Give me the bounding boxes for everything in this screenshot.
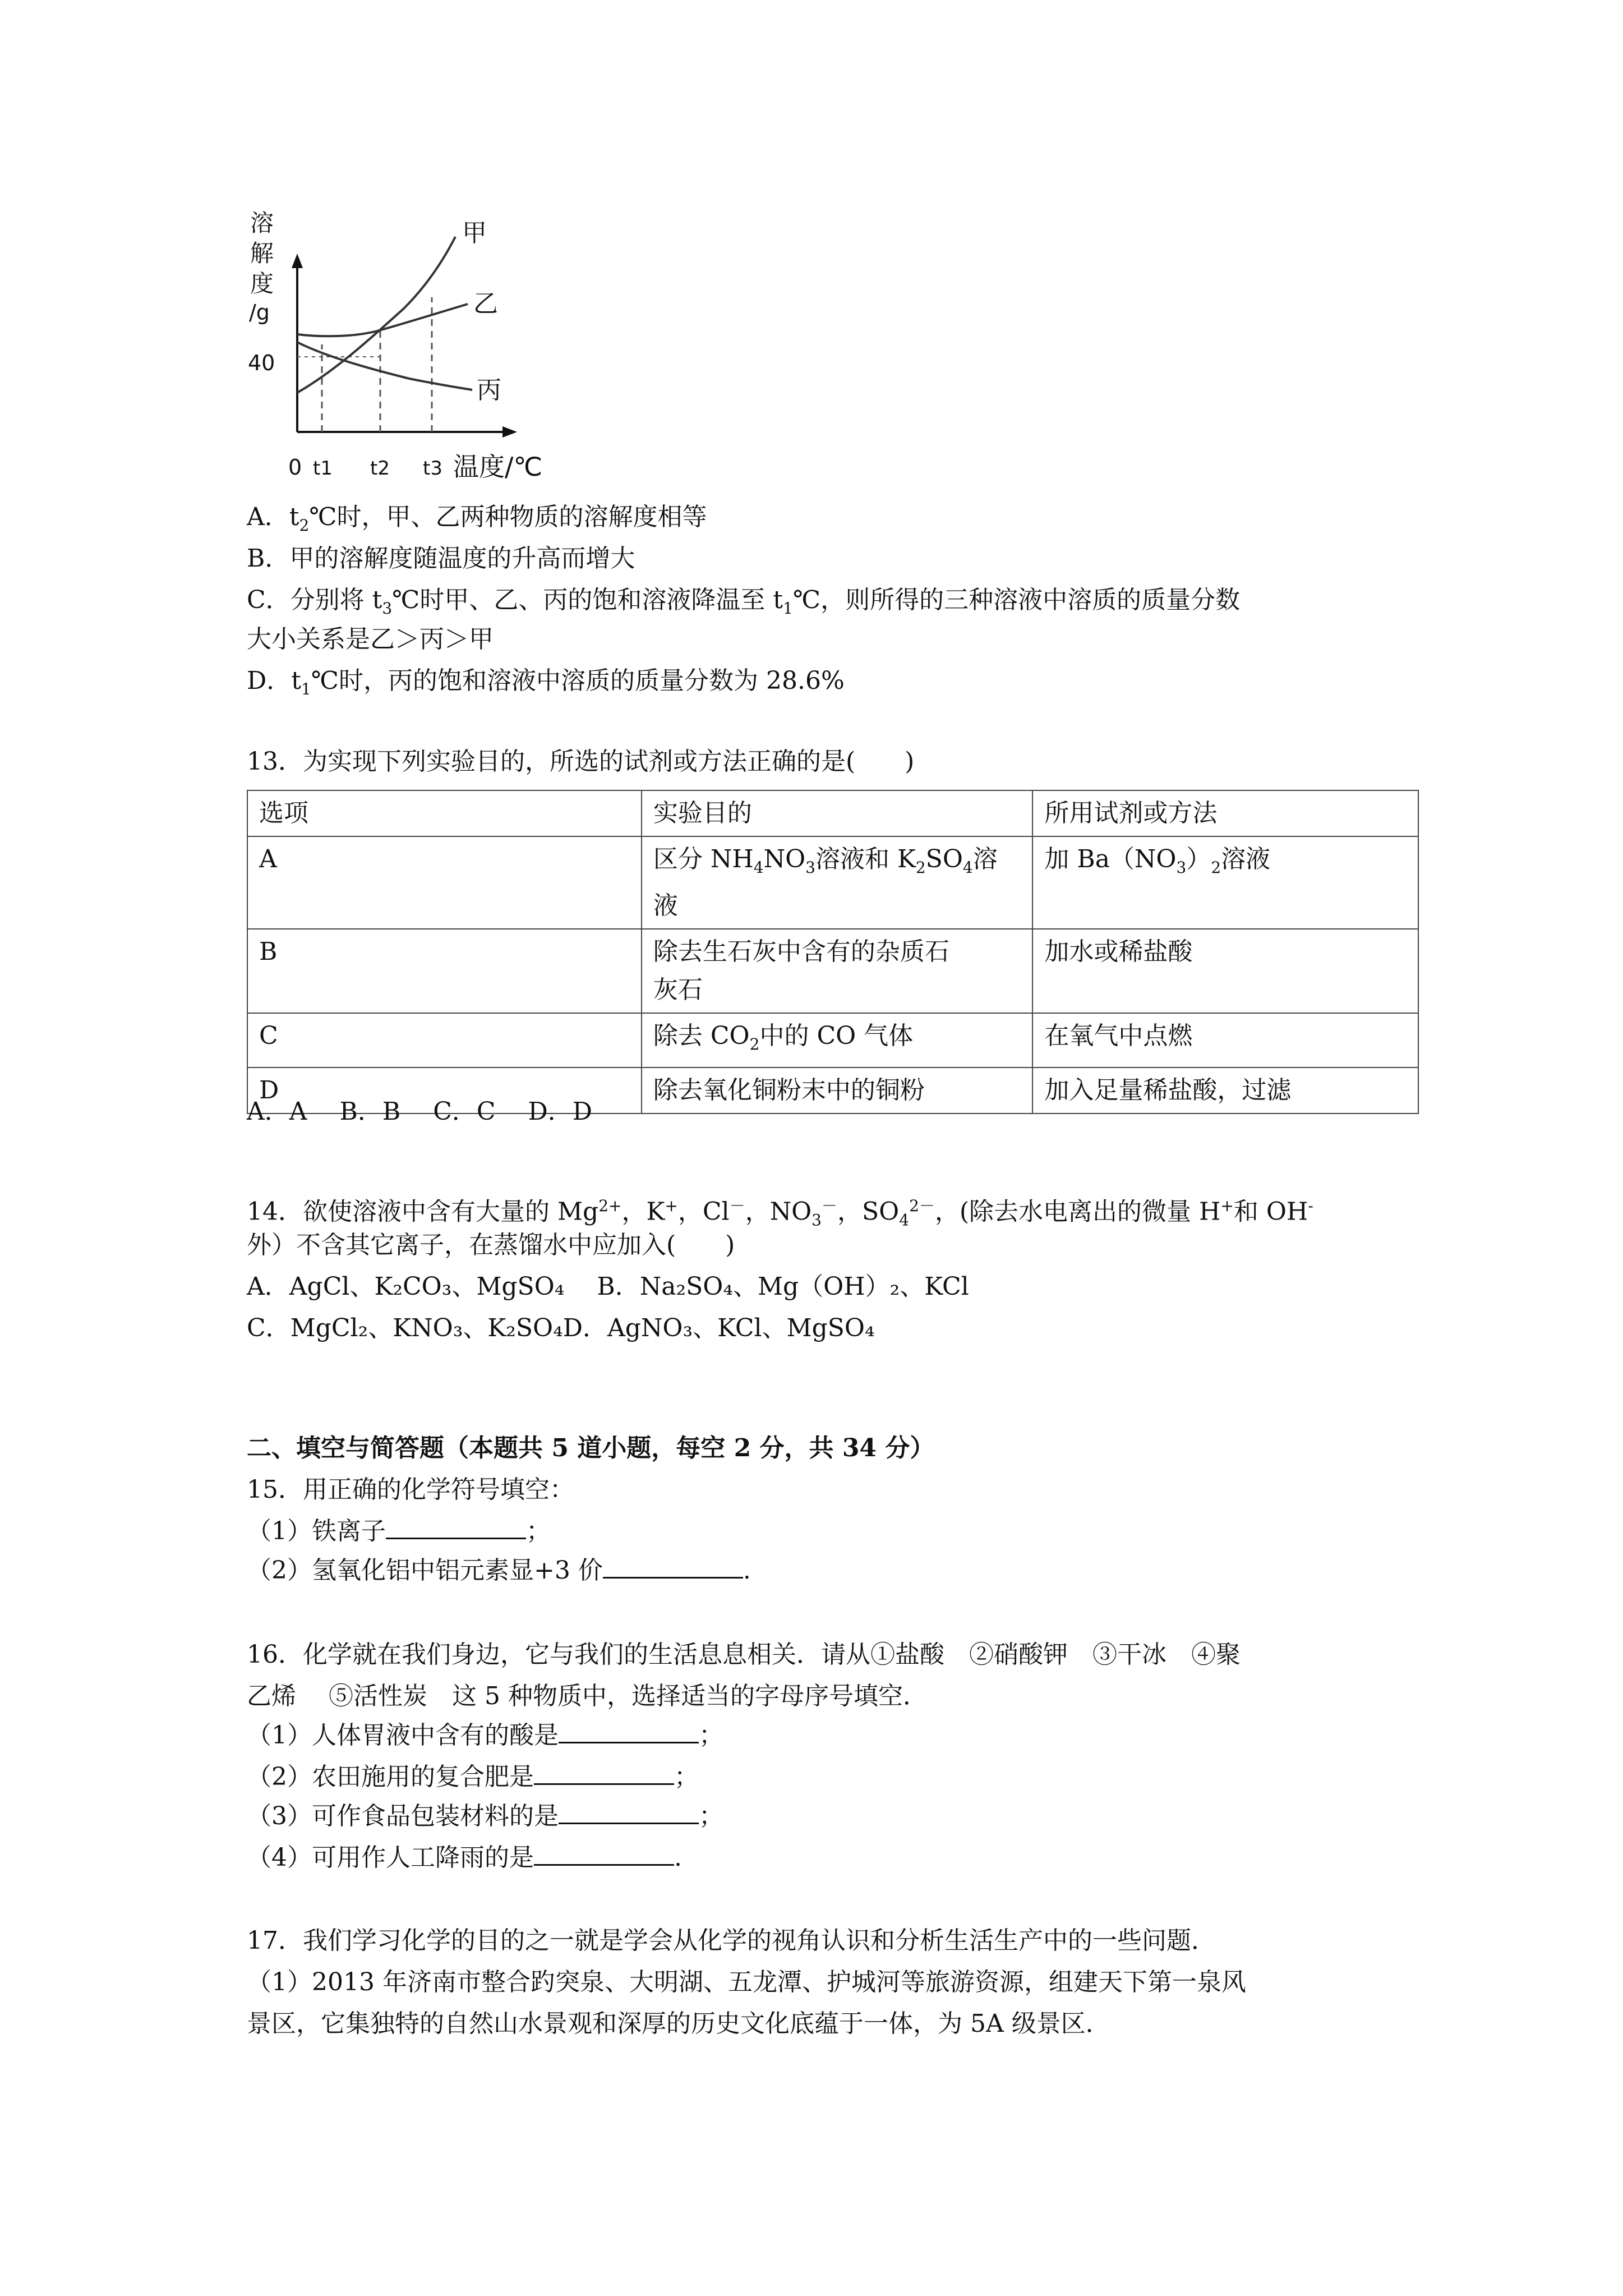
x-tick-t1: t1 bbox=[313, 457, 333, 480]
text: ） bbox=[1186, 845, 1211, 873]
q17-stem: 17．我们学习化学的目的之一就是学会从化学的视角认识和分析生活生产中的一些问题． bbox=[247, 1926, 1216, 1955]
q15-stem: 15．用正确的化学符号填空： bbox=[247, 1475, 574, 1504]
label-yi: 乙 bbox=[473, 289, 498, 318]
curve-yi bbox=[297, 304, 468, 336]
cell-method: 加水或稀盐酸 bbox=[1032, 929, 1418, 1013]
y-axis-label-1: 溶 bbox=[250, 209, 274, 237]
x-tick-t3: t3 bbox=[423, 457, 442, 480]
table-header-row bbox=[247, 790, 1418, 836]
answer-blank[interactable] bbox=[386, 1515, 526, 1539]
header-method: 所用试剂或方法 bbox=[1032, 790, 1418, 836]
q15-item-1 bbox=[247, 1515, 551, 1548]
x-tick-0: 0 bbox=[288, 455, 302, 480]
table-row bbox=[247, 1013, 1418, 1068]
text: （1）人体胃液中含有的酸是 bbox=[247, 1721, 559, 1750]
cell-goal bbox=[642, 836, 1032, 929]
cell-option: A bbox=[247, 836, 642, 929]
q13-choices: A．A B．B C．C D．D bbox=[247, 1097, 593, 1126]
cell-goal: 除去氧化铜粉末中的铜粉 bbox=[642, 1068, 1032, 1114]
header-option: 选项 bbox=[247, 790, 642, 836]
text: . bbox=[743, 1556, 751, 1585]
section-title: 二、填空与简答题（本题共 5 道小题，每空 2 分，共 34 分） bbox=[247, 1434, 935, 1462]
table-row bbox=[247, 929, 1418, 1013]
q16-stem-cont: 乙烯 ⑤活性炭 这 5 种物质中，选择适当的字母序号填空． bbox=[247, 1682, 928, 1710]
solubility-chart bbox=[241, 208, 566, 499]
text: C．分别将 t bbox=[247, 586, 382, 614]
text: . bbox=[674, 1843, 682, 1872]
q14-options-ab: A．AgCl、K₂CO₃、MgSO₄ B．Na₂SO₄、Mg（OH）₂、KCl bbox=[247, 1272, 969, 1301]
q16-item-2 bbox=[247, 1760, 699, 1794]
answer-blank[interactable] bbox=[603, 1554, 743, 1579]
text: 和 OH bbox=[1233, 1197, 1308, 1226]
sub: 1 bbox=[301, 679, 311, 698]
text: 灰石 bbox=[653, 975, 703, 1004]
q12-option-d bbox=[247, 664, 845, 706]
text: 溶 bbox=[972, 845, 998, 873]
cell-method: 加入足量稀盐酸，过滤 bbox=[1032, 1068, 1418, 1114]
q12-option-a bbox=[247, 500, 707, 542]
sup: + bbox=[1220, 1197, 1234, 1215]
text: 除去 CO bbox=[653, 1021, 750, 1050]
sub: 4 bbox=[899, 1211, 910, 1230]
sub: 3 bbox=[805, 858, 815, 877]
cell-goal bbox=[642, 929, 1032, 1013]
q12-option-c bbox=[247, 583, 1240, 625]
text: ； bbox=[526, 1517, 551, 1545]
sub: 2 bbox=[749, 1034, 760, 1053]
text: ℃时甲、乙、丙的饱和溶液降温至 t bbox=[392, 586, 783, 614]
text: （2）农田施用的复合肥是 bbox=[247, 1763, 534, 1791]
q16-stem: 16．化学就在我们身边，它与我们的生活息息相关．请从①盐酸 ②硝酸钾 ③干冰 ④聚 bbox=[247, 1640, 1241, 1669]
cell-method: 在氧气中点燃 bbox=[1032, 1013, 1418, 1068]
curve-bing bbox=[297, 342, 472, 390]
label-bing: 丙 bbox=[477, 376, 501, 404]
text: ，SO bbox=[837, 1197, 900, 1226]
text: ； bbox=[674, 1763, 699, 1791]
sub: 2 bbox=[1211, 858, 1221, 877]
text: （3）可作食品包装材料的是 bbox=[247, 1802, 559, 1830]
sub: 4 bbox=[753, 858, 764, 877]
text: ，(除去水电离出的微量 H bbox=[934, 1197, 1221, 1226]
text: SO bbox=[925, 845, 963, 873]
text: 溶液 bbox=[1221, 845, 1271, 873]
q16-item-4 bbox=[247, 1841, 682, 1875]
text: 溶液和 K bbox=[815, 845, 916, 873]
text: ； bbox=[699, 1721, 723, 1750]
cell-goal bbox=[642, 1013, 1032, 1068]
sub: 1 bbox=[783, 599, 793, 618]
text: 加 Ba（NO bbox=[1044, 845, 1177, 873]
sub: 3 bbox=[1176, 858, 1187, 877]
sub: 4 bbox=[962, 858, 973, 877]
sub: 2 bbox=[915, 858, 926, 877]
sup: - bbox=[1308, 1197, 1313, 1215]
answer-blank[interactable] bbox=[559, 1719, 699, 1743]
q16-item-3 bbox=[247, 1800, 723, 1833]
text: D．t bbox=[247, 666, 301, 695]
x-tick-t2: t2 bbox=[370, 457, 390, 480]
q13-stem: 13．为实现下列实验目的，所选的试剂或方法正确的是( ) bbox=[247, 747, 915, 776]
header-goal: 实验目的 bbox=[642, 790, 1032, 836]
q17-item-1-cont: 景区，它集独特的自然山水景观和深厚的历史文化底蕴于一体，为 5A 级景区． bbox=[247, 2009, 1110, 2038]
q16-item-1 bbox=[247, 1719, 723, 1752]
text: 中的 CO 气体 bbox=[759, 1021, 914, 1050]
q12-option-b: B．甲的溶解度随温度的升高而增大 bbox=[247, 544, 635, 573]
label-jia: 甲 bbox=[462, 219, 487, 247]
y-tick-40: 40 bbox=[248, 351, 275, 375]
table-row bbox=[247, 836, 1418, 929]
answer-blank[interactable] bbox=[559, 1800, 699, 1824]
cell-option: D bbox=[247, 1068, 642, 1114]
q17-item-1: （1）2013 年济南市整合趵突泉、大明湖、五龙潭、护城河等旅游资源，组建天下第一泉风 bbox=[247, 1968, 1246, 1996]
text: ，K bbox=[621, 1197, 665, 1226]
sub: 2 bbox=[299, 516, 310, 535]
text: A．t bbox=[247, 503, 299, 531]
sup: + bbox=[665, 1197, 678, 1215]
q14-stem-cont: 外）不含其它离子，在蒸馏水中应加入( ) bbox=[247, 1231, 735, 1259]
text: ℃，则所得的三种溶液中溶质的质量分数 bbox=[792, 586, 1241, 614]
y-axis-label-4: /g bbox=[249, 300, 270, 325]
text: 液 bbox=[653, 891, 678, 920]
q12-option-c-cont: 大小关系是乙＞丙＞甲 bbox=[247, 625, 494, 654]
text: ，NO bbox=[745, 1197, 812, 1226]
y-axis-label-3: 度 bbox=[250, 270, 274, 297]
sup: 2－ bbox=[909, 1197, 935, 1215]
cell-method bbox=[1032, 836, 1418, 929]
text: ℃时，丙的饱和溶液中溶质的质量分数为 28.6% bbox=[311, 666, 845, 695]
text: 除去生石灰中含有的杂质石 bbox=[653, 937, 949, 966]
sup: － bbox=[822, 1197, 838, 1215]
text: NO bbox=[763, 845, 806, 873]
answer-blank[interactable] bbox=[534, 1761, 674, 1785]
x-axis-label: 温度/℃ bbox=[453, 452, 543, 482]
q13-table bbox=[247, 790, 1419, 1114]
sup: 2+ bbox=[598, 1197, 622, 1215]
cell-option: C bbox=[247, 1013, 642, 1068]
sup: － bbox=[729, 1197, 745, 1215]
text: 14．欲使溶液中含有大量的 Mg bbox=[247, 1197, 599, 1226]
text: ； bbox=[699, 1802, 723, 1830]
answer-blank[interactable] bbox=[534, 1842, 674, 1866]
text: （1）铁离子 bbox=[247, 1517, 386, 1545]
q15-item-2 bbox=[247, 1554, 751, 1588]
text: 区分 NH bbox=[653, 845, 754, 873]
text: （4）可用作人工降雨的是 bbox=[247, 1843, 534, 1872]
q14-options-cd: C．MgCl₂、KNO₃、K₂SO₄D．AgNO₃、KCl、MgSO₄ bbox=[247, 1314, 875, 1342]
text: ℃时，甲、乙两种物质的溶解度相等 bbox=[309, 503, 707, 531]
y-axis-arrow bbox=[292, 254, 303, 268]
cell-option: B bbox=[247, 929, 642, 1013]
sub: 3 bbox=[811, 1211, 822, 1230]
text: ，Cl bbox=[677, 1197, 730, 1226]
y-axis-label-2: 解 bbox=[250, 240, 274, 267]
sub: 3 bbox=[382, 599, 393, 618]
text: （2）氢氧化铝中铝元素显+3 价 bbox=[247, 1556, 603, 1585]
x-axis-arrow bbox=[502, 426, 517, 438]
